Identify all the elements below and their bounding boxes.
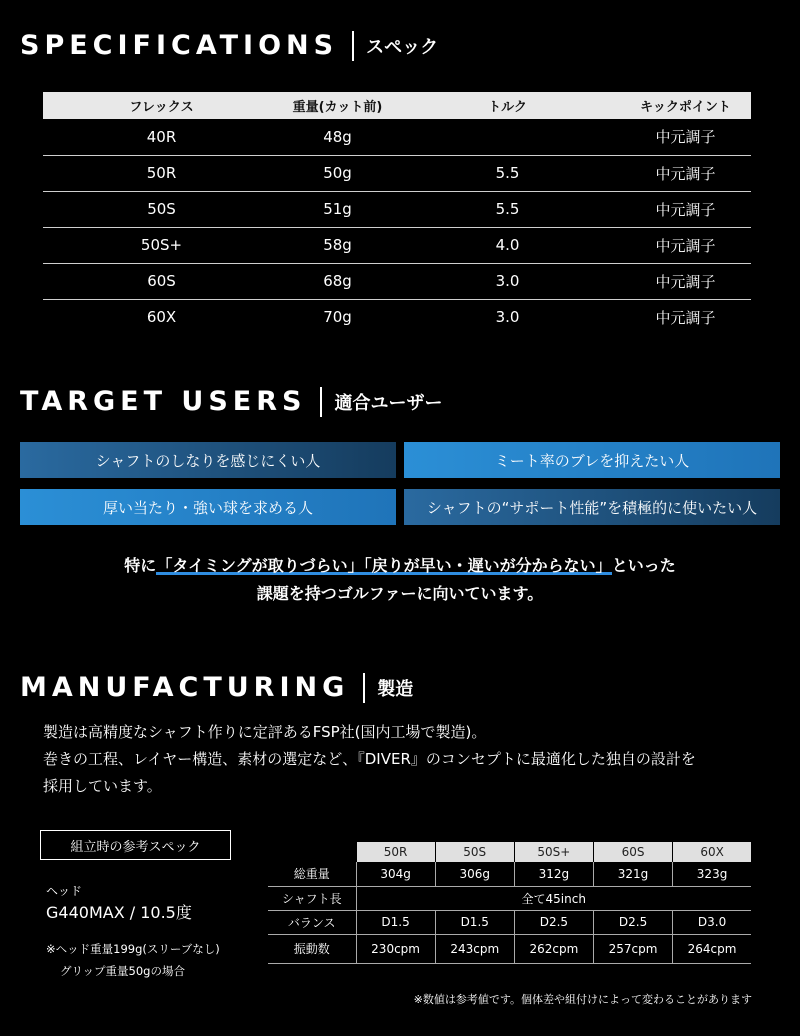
summary-highlight: 「タイミングが取りづらい」「戻りが早い・遅いが分からない」 — [156, 556, 612, 575]
cell-frequency: 262cpm — [514, 934, 593, 963]
row-label: 振動数 — [268, 934, 356, 963]
table-row — [268, 862, 751, 886]
table-row — [43, 227, 751, 263]
header-flex: 60S — [593, 842, 672, 862]
heading-divider — [320, 387, 322, 417]
cell-flex: 60X — [146, 308, 177, 327]
row-label: 総重量 — [268, 862, 356, 886]
spec-table — [43, 92, 751, 335]
cell-flex: 50S — [43, 191, 280, 227]
cell-flex: 50S+ — [43, 227, 280, 263]
cell-kickpoint: 中元調子 — [620, 119, 751, 155]
reference-spec-label: 組立時の参考スペック — [40, 830, 231, 860]
target-user-item: シャフトのしなりを感じにくい人 — [20, 442, 396, 478]
cell-flex: 60S — [43, 263, 280, 299]
footnote: ※数値は参考値です。個体差や組付けによって変わることがあります — [413, 993, 752, 1006]
summary-suffix: といった — [611, 556, 676, 575]
target-summary-line2: 課題を持つゴルファーに向いています。 — [256, 584, 544, 603]
cell-weight: 50g — [280, 155, 395, 191]
table-row — [43, 263, 751, 299]
cell-weight: 51g — [280, 191, 395, 227]
cell-total-weight: 304g — [356, 862, 435, 886]
cell-balance: D1.5 — [356, 910, 435, 934]
target-title-jp: 適合ユーザー — [334, 392, 443, 414]
assembly-table-header — [268, 842, 751, 862]
manufacturing-title-en: MANUFACTURING — [20, 672, 350, 703]
cell-torque — [395, 119, 620, 155]
table-row — [43, 155, 751, 191]
spec-title-jp: スペック — [366, 36, 439, 58]
note-line: グリップ重量50gの場合 — [60, 964, 185, 978]
cell-balance: D2.5 — [514, 910, 593, 934]
header-flex: 60X — [673, 842, 751, 862]
manufacturing-title-jp: 製造 — [377, 678, 414, 700]
target-user-item: 厚い当たり・強い球を求める人 — [20, 489, 396, 525]
spec-table-header — [43, 92, 751, 119]
cell-torque: 3.0 — [395, 263, 620, 299]
cell-frequency: 243cpm — [435, 934, 514, 963]
cell-balance: D2.5 — [593, 910, 672, 934]
cell-weight: 70g — [323, 308, 352, 327]
header-flex: 50S+ — [514, 842, 593, 862]
heading-divider — [352, 31, 354, 61]
cell-kickpoint: 中元調子 — [620, 155, 751, 191]
description-line: 採用しています。 — [43, 777, 162, 795]
table-row — [268, 910, 751, 934]
target-summary-line1 — [0, 552, 800, 580]
table-row — [268, 934, 751, 963]
cell-flex: 50R — [43, 155, 280, 191]
cell-shaft-length: 全て45inch — [356, 886, 751, 910]
cell-torque: 4.0 — [395, 227, 620, 263]
spec-heading — [20, 30, 438, 61]
cell-total-weight: 312g — [514, 862, 593, 886]
cell-weight: 58g — [280, 227, 395, 263]
cell-torque: 5.5 — [395, 155, 620, 191]
cell-kickpoint: 中元調子 — [620, 263, 751, 299]
cell-total-weight: 323g — [673, 862, 751, 886]
cell-balance: D1.5 — [435, 910, 514, 934]
cell-torque: 5.5 — [395, 191, 620, 227]
cell-frequency: 264cpm — [673, 934, 751, 963]
header-flex: フレックス — [43, 92, 280, 119]
row-label: バランス — [268, 910, 356, 934]
header-torque: トルク — [395, 92, 620, 119]
cell-frequency: 257cpm — [593, 934, 672, 963]
row-label: シャフト長 — [268, 886, 356, 910]
assembly-spec-table — [268, 842, 751, 964]
cell-frequency: 230cpm — [356, 934, 435, 963]
cell-flex: 40R — [43, 119, 280, 155]
description-line: 製造は高精度なシャフト作りに定評あるFSP社(国内工場で製造)。 — [43, 723, 487, 741]
header-flex: 50R — [356, 842, 435, 862]
cell-total-weight: 306g — [435, 862, 514, 886]
head-value: G440MAX / 10.5度 — [46, 903, 192, 922]
spec-title-en: SPECIFICATIONS — [20, 30, 339, 61]
target-heading — [20, 386, 442, 417]
cell-balance: D3.0 — [673, 910, 751, 934]
head-label: ヘッド — [46, 884, 83, 898]
summary-prefix: 特に — [124, 556, 157, 575]
table-row — [43, 299, 751, 335]
cell-torque: 3.0 — [495, 308, 520, 327]
header-blank — [268, 842, 356, 862]
table-row — [268, 886, 751, 910]
header-kickpoint: キックポイント — [620, 92, 751, 119]
cell-kickpoint: 中元調子 — [620, 227, 751, 263]
header-flex: 50S — [435, 842, 514, 862]
cell-kickpoint: 中元調子 — [655, 308, 716, 327]
cell-weight: 48g — [280, 119, 395, 155]
target-title-en: TARGET USERS — [20, 386, 307, 417]
manufacturing-description — [43, 719, 696, 800]
note-line: ※ヘッド重量199g(スリーブなし) — [46, 942, 220, 956]
table-row — [43, 119, 751, 155]
target-user-item: ミート率のブレを抑えたい人 — [404, 442, 780, 478]
manufacturing-heading — [20, 672, 413, 703]
table-row — [43, 191, 751, 227]
heading-divider — [363, 673, 365, 703]
cell-weight: 68g — [280, 263, 395, 299]
target-user-item: シャフトの“サポート性能”を積極的に使いたい人 — [404, 489, 780, 525]
header-weight: 重量(カット前) — [280, 92, 395, 119]
cell-total-weight: 321g — [593, 862, 672, 886]
description-line: 巻きの工程、レイヤー構造、素材の選定など、『DIVER』のコンセプトに最適化した独自の設計を — [43, 750, 696, 768]
head-note — [46, 938, 220, 982]
cell-kickpoint: 中元調子 — [620, 191, 751, 227]
